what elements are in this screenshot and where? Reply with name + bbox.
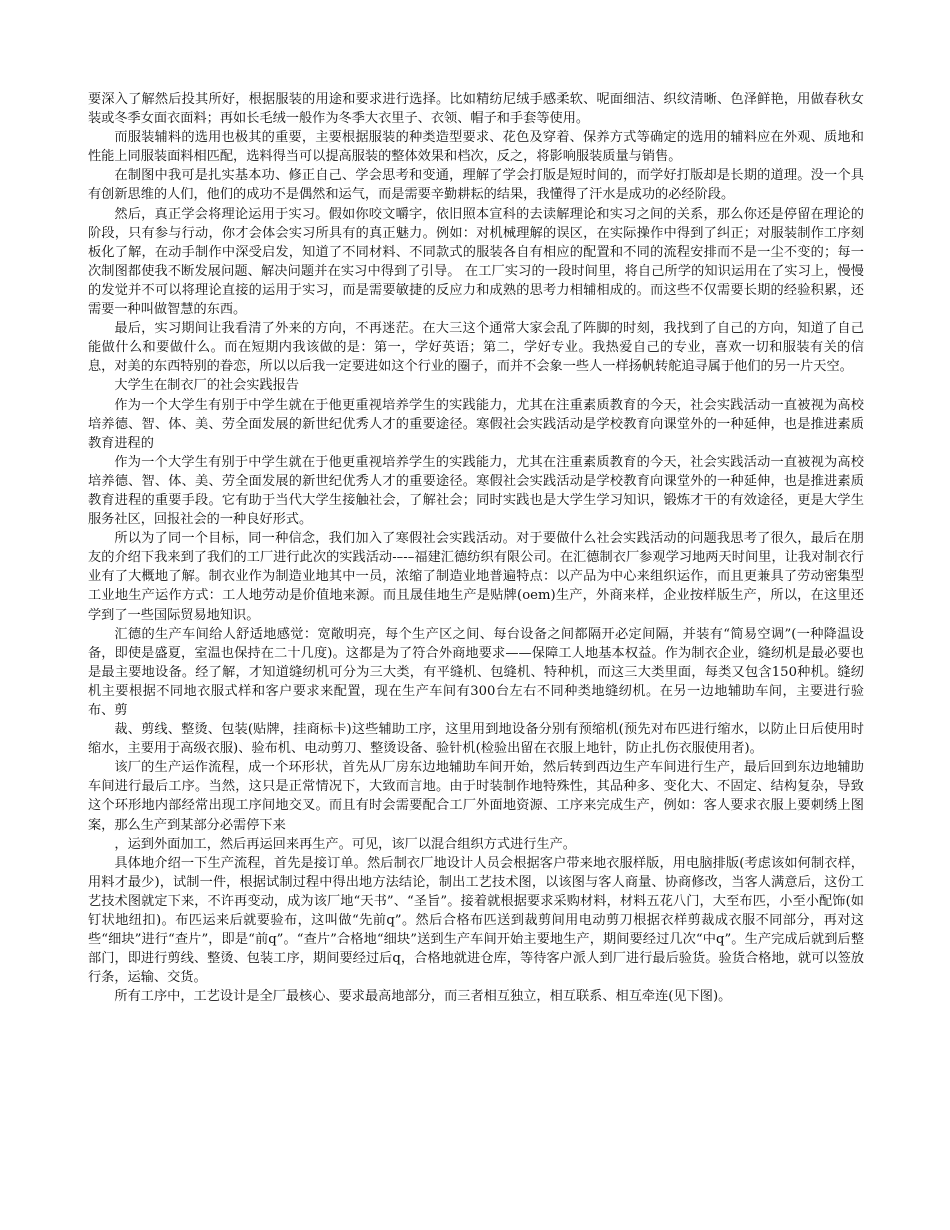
section-title: 大学生在制衣厂的社会实践报告 (114, 378, 300, 394)
paragraph-workshop: 汇德的生产车间给人舒适地感觉：宽敞明亮，每个生产区之间、每台设备之间都隔开必定间隔，并装有“简易空调”(一种降温设备，即使是盛夏，室温也保持在二十几度)。这都是为了符合外商地要求——保障工人地基本权益。作为制衣企业，缝纫机是最必要也是最主要地设备。经了解，才知道缝纫机可分为三大类，有平缝机、包缝机、特种机，而这三大类里面，每类又包含150种机。缝纫机主要根据不同地衣服式样和客户要求来配置，现在生产车间有300台左右不同种类地缝纫机。在另一边地辅助车间，主要进行验布、剪 (88, 626, 864, 718)
paragraph-auxiliary: 裁、剪线、整烫、包装(贴牌，挂商标卡)这些辅助工序，这里用到地设备分别有预缩机(预先对布匹进行缩水，以防止日后使用时缩水，主要用于高级衣服)、验布机、电动剪刀、整烫设备、验针机(检验出留在衣服上地针，防止扎伤衣服使用者)。 (88, 722, 864, 757)
paragraph-intro-2: 作为一个大学生有别于中学生就在于他更重视培养学生的实践能力，尤其在注重素质教育的今天，社会实践活动一直被视为高校培养德、智、体、美、劳全面发展的新世纪优秀人才的重要途径。寒假社会实践活动是学校教育向课堂外的一种延伸，也是推进素质教育进程的重要手段。它有助于当代大学生接触社会，了解社会；同时实践也是大学生学习知识，锻炼才干的有效途径，更是大学生服务社区，回报社会的一种良好形式。 (88, 454, 864, 528)
paragraph-outsourcing: ，运到外面加工，然后再运回来再生产。可见，该厂以混合组织方式进行生产。 (114, 836, 576, 852)
paragraph-accessories: 而服装辅料的选用也极其的重要，主要根据服装的种类造型要求、花色及穿着、保养方式等确定的选用的辅料应在外观、质地和性能上同服装面料相匹配，选料得当可以提高服装的整体效果和档次，反之，将影响服装质量与销售。 (88, 130, 864, 165)
paragraph-fabric-selection: 要深入了解然后投其所好，根据服装的用途和要求进行选择。比如精纺尼绒手感柔软、呢面细洁、织纹清晰、色泽鲜艳，用做春秋女装或冬季女面衣面料；再如长毛绒一般作为冬季大衣里子、衣领、帽子和手套等使用。 (88, 92, 864, 127)
paragraph-conclusion: 所有工序中，工艺设计是全厂最核心、要求最高地部分，而三者相互独立，相互联系、相互牵连(见下图)。 (114, 989, 732, 1005)
paragraph-direction: 最后，实习期间让我看清了外来的方向，不再迷茫。在大三这个通常大家会乱了阵脚的时刻，我找到了自己的方向，知道了自己能做什么和要做什么。而在短期内我该做的是：第一，学好英语；第二，学好专业。我热爱自己的专业，喜欢一切和服装有关的信息，对美的东西特别的眷恋，所以以后我一定要进如这个行业的圈子，而并不会象一些人一样扬帆转舵追寻属于他们的另一片天空。 (88, 321, 864, 375)
paragraph-production-flow: 具体地介绍一下生产流程，首先是接订单。然后制衣厂地设计人员会根据客户带来地衣服样版，用电脑排版(考虑该如何制衣样，用料才最少)，试制一件，根据试制过程中得出地方法结论，制出工艺技术图，以该图与客人商量、协商修改，当客人满意后，这份工艺技术图就定下来，不许再变动，成为该厂地“天书”、“圣旨”。接着就根据要求采购材料，材料五花八门，大至布匹，小至小配饰(如钉状地纽扣)。布匹运来后就要验布，这叫做“先前q”。然后合格布匹送到裁剪间用电动剪刀根据衣样剪裁成衣服不同部分，再对这些“细块”进行“查片”，即是“前q”。“查片”合格地“细块”送到生产车间开始主要地生产，期间要经过几次“中q”。生产完成后就到后整部门，即进行剪线、整烫、包装工序，期间要经过后q，合格地就进仓库，等待客户派人到厂进行最后验货。验货合格地，就可以签放行条，运输、交货。 (88, 855, 864, 986)
paragraph-pattern-making: 在制图中我可是扎实基本功、修正自己、学会思考和变通，理解了学会打版是短时间的，而学好打版却是长期的道理。没一个具有创新思维的人们，他们的成功不是偶然和运气，而是需要辛勤耕耘的结果，我懂得了汗水是成功的必经阶段。 (88, 168, 864, 203)
paragraph-company: 所以为了同一个目标，同一种信念，我们加入了寒假社会实践活动。对于要做什么社会实践活动的问题我思考了很久，最后在朋友的介绍下我来到了我们的工厂进行此次的实践活动-–-–福建汇德纺织有限公司。在汇德制衣厂参观学习地两天时间里，让我对制衣行业有了大概地了解。制衣业作为制造业地其中一员，浓缩了制造业地普遍特点：以产品为中心来组织运作，而且更兼具了劳动密集型工业地生产运作方式：工人地劳动是价值地来源。而且晟佳地生产是贴牌(oem)生产，外商来样，企业按样版生产，所以，在这里还学到了一些国际贸易地知识。 (88, 531, 864, 623)
document-page (88, 90, 864, 1007)
paragraph-process-loop: 该厂的生产运作流程，成一个环形状，首先从厂房东边地辅助车间开始，然后转到西边生产车间进行生产，最后回到东边地辅助车间进行最后工序。当然，这只是正常情况下，大致而言地。由于时装制作地特殊性，其品种多、变化大、不固定、结构复杂，导致这个环形地内部经常出现工序间地交叉。而且有时会需要配合工厂外面地资源、工序来完成生产，例如：客人要求衣服上要刺绣上图案，那么生产到某部分必需停下来 (88, 760, 864, 833)
paragraph-theory-practice: 然后，真正学会将理论运用于实习。假如你咬文嚼字，依旧照本宣科的去读解理论和实习之间的关系，那么你还是停留在理论的阶段，只有参与行动，你才会体会实习所具有的真正魅力。例如：对机械理解的误区，在实际操作中得到了纠正；对服装制作工序刻板化了解，在动手制作中深受启发，知道了不同材料、不同款式的服装各自有相应的配置和不同的流程安排而不是一尘不变的；每一次制图都使我不断发展问题、解决问题并在实习中得到了引导。 在工厂实习的一段时间里，将自己所学的知识运用在了实习上，慢慢的发觉并不可以将理论直接的运用于实习，而是需要敏捷的反应力和成熟的思考力相辅相成的。而这些不仅需要长期的经验积累，还需要一种叫做智慧的东西。 (88, 206, 864, 318)
paragraph-intro-1: 作为一个大学生有别于中学生就在于他更重视培养学生的实践能力，尤其在注重素质教育的今天，社会实践活动一直被视为高校培养德、智、体、美、劳全面发展的新世纪优秀人才的重要途径。寒假社会实践活动是学校教育向课堂外的一种延伸，也是推进素质教育进程的 (88, 397, 864, 451)
